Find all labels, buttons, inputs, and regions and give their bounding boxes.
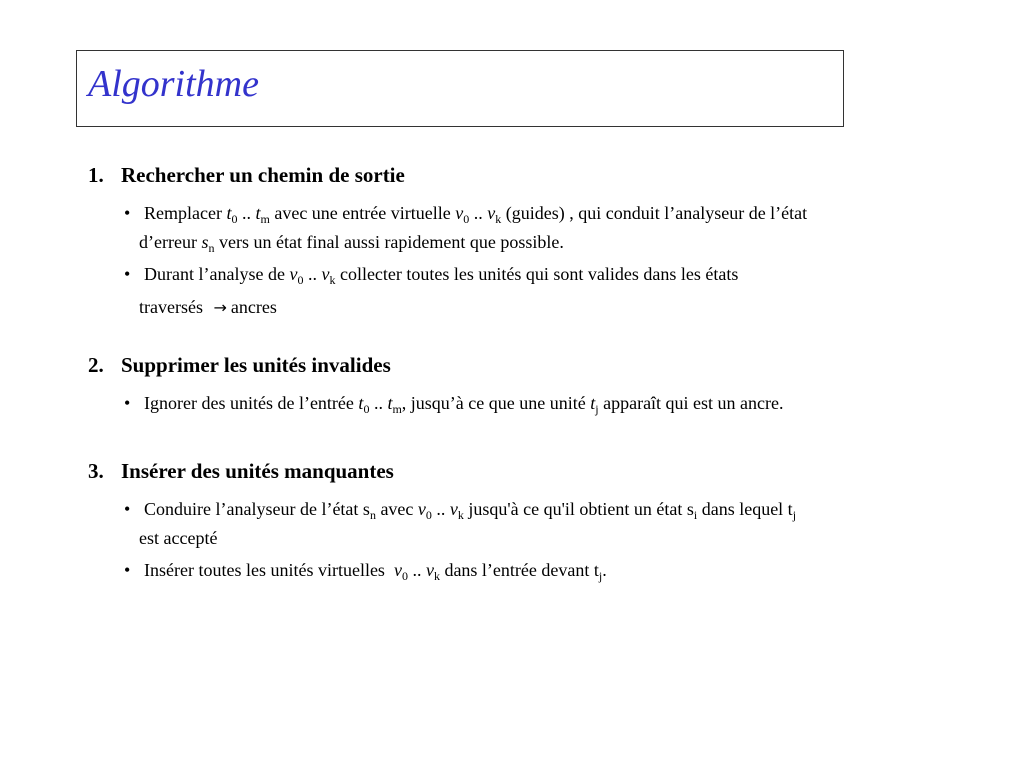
section-1-bullet-1 xyxy=(124,199,1004,257)
var-t: t xyxy=(226,203,232,223)
title-box xyxy=(76,50,844,127)
var-t: t xyxy=(255,203,261,223)
subscript: j xyxy=(598,569,603,583)
text: d’erreur xyxy=(139,232,202,252)
text: . xyxy=(602,560,607,580)
subscript: j xyxy=(792,508,797,522)
section-2-bullet-1 xyxy=(124,389,1004,418)
section-3-bullet-2-line-1 xyxy=(124,556,1004,585)
subscript: k xyxy=(495,212,502,226)
text: Insérer toutes les unités virtuelles xyxy=(144,560,394,580)
section-3-number: 3. xyxy=(88,459,104,483)
bullet-dot: • xyxy=(124,203,131,223)
subscript: n xyxy=(369,508,376,522)
text: est accepté xyxy=(139,528,218,548)
section-1-title: Rechercher un chemin de sortie xyxy=(121,163,405,187)
text: avec une entrée virtuelle xyxy=(269,203,456,223)
var-v: v xyxy=(425,560,434,580)
section-3-bullet-1-line-1 xyxy=(124,495,1004,524)
section-2-title: Supprimer les unités invalides xyxy=(121,353,391,377)
bullet-dot: • xyxy=(124,499,131,519)
section-1-bullet-1-line-1 xyxy=(124,199,1004,228)
var-t: t xyxy=(358,393,364,413)
text: vers un état final aussi rapidement que possible. xyxy=(214,232,564,252)
text: .. xyxy=(407,560,426,580)
section-1-bullet-2 xyxy=(124,260,1004,322)
var-v: v xyxy=(455,203,464,223)
subscript: k xyxy=(329,273,336,287)
subscript: i xyxy=(693,508,698,522)
var-v: v xyxy=(289,264,298,284)
text: jusqu'à ce qu'il obtient un état s xyxy=(463,499,694,519)
section-2-bullet-1-line-1 xyxy=(124,389,1004,418)
section-3-bullet-1 xyxy=(124,495,1004,553)
subscript: k xyxy=(433,569,440,583)
text: .. xyxy=(369,393,388,413)
text: , jusqu’à ce que une unité xyxy=(401,393,591,413)
bullet-dot: • xyxy=(124,264,131,284)
arrow-right-icon: → xyxy=(213,298,227,317)
subscript: m xyxy=(260,212,270,226)
subscript: j xyxy=(595,402,599,416)
text: dans lequel t xyxy=(697,499,793,519)
text: .. xyxy=(431,499,450,519)
var-v: v xyxy=(417,499,426,519)
section-1-bullet-1-line-2 xyxy=(124,228,1004,257)
subscript: m xyxy=(392,402,402,416)
subscript: 0 xyxy=(231,212,238,226)
subscript: 0 xyxy=(401,569,408,583)
text: .. xyxy=(237,203,256,223)
var-v: v xyxy=(487,203,496,223)
slide-title: Algorithme xyxy=(88,63,259,105)
section-3-bullet-2 xyxy=(124,556,1004,585)
subscript: 0 xyxy=(363,402,370,416)
text: .. xyxy=(469,203,488,223)
section-3-title: Insérer des unités manquantes xyxy=(121,459,394,483)
text: Remplacer xyxy=(144,203,227,223)
subscript: 0 xyxy=(425,508,432,522)
var-s: s xyxy=(201,232,209,252)
text: collecter toutes les unités qui sont valides dans les états xyxy=(335,264,739,284)
var-t: t xyxy=(387,393,393,413)
section-1-bullet-2-line-1 xyxy=(124,260,1004,289)
section-2-heading xyxy=(88,355,391,376)
text: ancres xyxy=(230,297,277,317)
text: Durant l’analyse de xyxy=(144,264,290,284)
text: Conduire l’analyseur de l’état s xyxy=(144,499,370,519)
var-v: v xyxy=(321,264,330,284)
text: dans l’entrée devant t xyxy=(439,560,599,580)
subscript: 0 xyxy=(297,273,304,287)
var-v: v xyxy=(449,499,458,519)
bullet-dot: • xyxy=(124,560,131,580)
text: apparaît qui est un ancre. xyxy=(598,393,784,413)
section-3-heading xyxy=(88,461,394,482)
section-1-heading xyxy=(88,165,405,186)
text: avec xyxy=(375,499,418,519)
var-t: t xyxy=(590,393,596,413)
subscript: 0 xyxy=(463,212,470,226)
section-3-bullet-1-line-2 xyxy=(124,524,1004,553)
text: Ignorer des unités de l’entrée xyxy=(144,393,359,413)
subscript: n xyxy=(208,241,215,255)
text: (guides) , qui conduit l’analyseur de l’état xyxy=(501,203,808,223)
bullet-dot: • xyxy=(124,393,131,413)
section-2-number: 2. xyxy=(88,353,104,377)
text: traversés xyxy=(139,297,208,317)
var-v: v xyxy=(393,560,402,580)
text: .. xyxy=(303,264,322,284)
section-1-number: 1. xyxy=(88,163,104,187)
section-1-bullet-2-line-2 xyxy=(124,293,1004,322)
subscript: k xyxy=(457,508,464,522)
